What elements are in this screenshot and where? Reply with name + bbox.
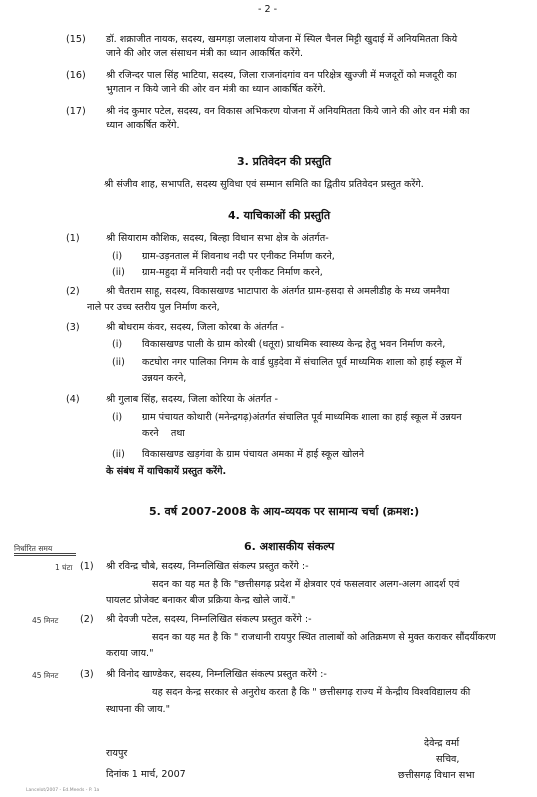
resolution-text: स्थापना की जाय." bbox=[106, 704, 170, 715]
section-5-heading: 5. वर्ष 2007-2008 के आय-व्ययक पर सामान्य चर्चा (क्रमश:) bbox=[149, 505, 420, 518]
signatory-org: छत्तीसगढ़ विधान सभा bbox=[398, 770, 475, 781]
petition-sub-number: (i) bbox=[112, 251, 123, 262]
petition-sub-text: ग्राम-उड़नताल में शिवनाथ नदी पर एनीकट निर्माण करने, bbox=[142, 251, 335, 262]
petition-text: श्री सियाराम कौशिक, सदस्य, बिल्हा विधान सभा क्षेत्र के अंतर्गत- bbox=[106, 233, 329, 244]
resolution-text: सदन का यह मत है कि "छत्तीसगढ़ प्रदेश में क्षेत्रवार एवं फसलवार अलग-अलग आदर्श एवं bbox=[152, 579, 460, 590]
item-number: (16) bbox=[66, 70, 86, 81]
section-3-heading: 3. प्रतिवेदन की प्रस्तुति bbox=[237, 155, 331, 168]
petition-sub-text: करने तथा bbox=[142, 428, 185, 439]
item-number: (15) bbox=[66, 34, 86, 45]
petition-sub-number: (ii) bbox=[112, 357, 125, 368]
petition-text: श्री चैतराम साहू, सदस्य, विकासखण्ड भाटापारा के अंतर्गत ग्राम-हसदा से अमलीडीह के मध्य जमनैया bbox=[106, 286, 450, 297]
heading-underline bbox=[14, 555, 76, 556]
petition-sub-text: विकासखण्ड पाली के ग्राम कोरबी (धतूरा) प्राथमिक स्वास्थ्य केन्द्र हेतु भवन निर्माण करने, bbox=[142, 339, 446, 350]
item-text-line: डॉ. शक्राजीत नायक, सदस्य, खमगड़ा जलाशय योजना में स्पिल चैनल मिट्टी खुदाई में अनियमितता किये bbox=[106, 34, 458, 45]
petition-closing: के संबंध में याचिकायें प्रस्तुत करेंगे. bbox=[106, 466, 227, 477]
petition-number: (3) bbox=[66, 322, 80, 333]
petition-number: (4) bbox=[66, 394, 80, 405]
petition-sub-number: (ii) bbox=[112, 449, 125, 460]
item-number: (17) bbox=[66, 106, 86, 117]
section-4-heading: 4. याचिकाओं की प्रस्तुति bbox=[228, 209, 331, 222]
petition-text: नाले पर उच्च स्तरीय पुल निर्माण करने, bbox=[87, 302, 220, 313]
resolution-text: सदन का यह मत है कि " राजधानी रायपुर स्थित तालाबों को अतिक्रमण से मुक्त कराकर सौंदर्यीकरण bbox=[152, 632, 496, 643]
resolution-mover: श्री रविन्द्र चौबे, सदस्य, निम्नलिखित संकल्प प्रस्तुत करेंगे :- bbox=[106, 561, 309, 572]
date: दिनांक 1 मार्च, 2007 bbox=[106, 769, 186, 780]
resolution-text: पायलट प्रोजेक्ट बनाकर बीज प्रक्रिया केन्द्र खोले जायें." bbox=[106, 595, 296, 606]
section-3-text: श्री संजीव शाह, सभापति, सदस्य सुविधा एवं सम्मान समिति का द्वितीय प्रतिवेदन प्रस्तुत करेंगे. bbox=[104, 179, 424, 190]
footnote: Lancelot/2007 - Ed.Meeds - P. 1a bbox=[26, 788, 100, 793]
item-text-line: ध्यान आकर्षित करेंगे. bbox=[106, 120, 180, 131]
resolution-text: कराया जाय." bbox=[106, 648, 154, 659]
item-text-line: जाने की ओर जल संसाधन मंत्री का ध्यान आकर्षित करेंगे. bbox=[106, 48, 304, 59]
resolution-text: यह सदन केन्द्र सरकार से अनुरोध करता है कि " छत्तीसगढ़ राज्य में केन्द्रीय विश्वविद्यालय की bbox=[152, 687, 471, 698]
petition-sub-number: (ii) bbox=[112, 267, 125, 278]
section-6-heading: 6. अशासकीय संकल्प bbox=[244, 540, 335, 553]
resolution-mover: श्री विनोद खाण्डेकर, सदस्य, निम्नलिखित संकल्प प्रस्तुत करेंगे :- bbox=[106, 669, 327, 680]
petition-sub-number: (i) bbox=[112, 412, 123, 423]
resolution-number: (3) bbox=[80, 669, 94, 680]
petition-number: (2) bbox=[66, 286, 80, 297]
petition-text: श्री गुलाब सिंह, सदस्य, जिला कोरिया के अंतर्गत - bbox=[106, 394, 278, 405]
signatory-title: सचिव, bbox=[436, 754, 460, 765]
petition-sub-text: विकासखण्ड खड़गंवा के ग्राम पंचायत अमका में हाई स्कूल खोलने bbox=[142, 449, 365, 460]
resolution-number: (2) bbox=[80, 614, 94, 625]
heading-underline bbox=[14, 553, 76, 554]
petition-sub-text: ग्राम पंचायत कोथारी (मनेन्द्रगढ़)अंतर्गत संचालित पूर्व माध्यमिक शाला का हाई स्कूल में उन्नयन bbox=[142, 412, 462, 423]
item-text-line: श्री रजिन्दर पाल सिंह भाटिया, सदस्य, जिला राजनांदगांव वन परिक्षेत्र खुज्जी में मजदूरों को मजदूरी का bbox=[106, 70, 457, 81]
place: रायपुर bbox=[106, 748, 128, 759]
page-number: - 2 - bbox=[258, 4, 278, 15]
petition-sub-text: कटघोरा नगर पालिका निगम के वार्ड धुड़देवा में संचालित पूर्व माध्यमिक शाला को हाई स्कूल में bbox=[142, 357, 462, 368]
petition-sub-text: ग्राम-महुदा में मनियारी नदी पर एनीकट निर्माण करने, bbox=[142, 267, 323, 278]
signatory-name: देवेन्द्र वर्मा bbox=[424, 738, 460, 749]
resolution-mover: श्री देवजी पटेल, सदस्य, निम्नलिखित संकल्प प्रस्तुत करेंगे :- bbox=[106, 614, 312, 625]
petition-text: श्री बोधराम कंवर, सदस्य, जिला कोरबा के अंतर्गत - bbox=[106, 322, 285, 333]
petition-sub-text: उन्नयन करने, bbox=[142, 373, 187, 384]
allotted-time: 45 मिनट bbox=[32, 616, 59, 625]
petition-sub-number: (i) bbox=[112, 339, 123, 350]
time-column-heading: निर्धारित समय bbox=[14, 544, 53, 553]
allotted-time: 45 मिनट bbox=[32, 671, 59, 680]
item-text-line: श्री नंद कुमार पटेल, सदस्य, वन विकास अभिकरण योजना में अनियमितता किये जाने की ओर वन मंत्री का bbox=[106, 106, 470, 117]
allotted-time: 1 घंटा bbox=[55, 563, 73, 572]
item-text-line: भुगतान न किये जाने की ओर वन मंत्री का ध्यान आकर्षित करेंगे. bbox=[106, 84, 326, 95]
resolution-number: (1) bbox=[80, 561, 94, 572]
petition-number: (1) bbox=[66, 233, 80, 244]
